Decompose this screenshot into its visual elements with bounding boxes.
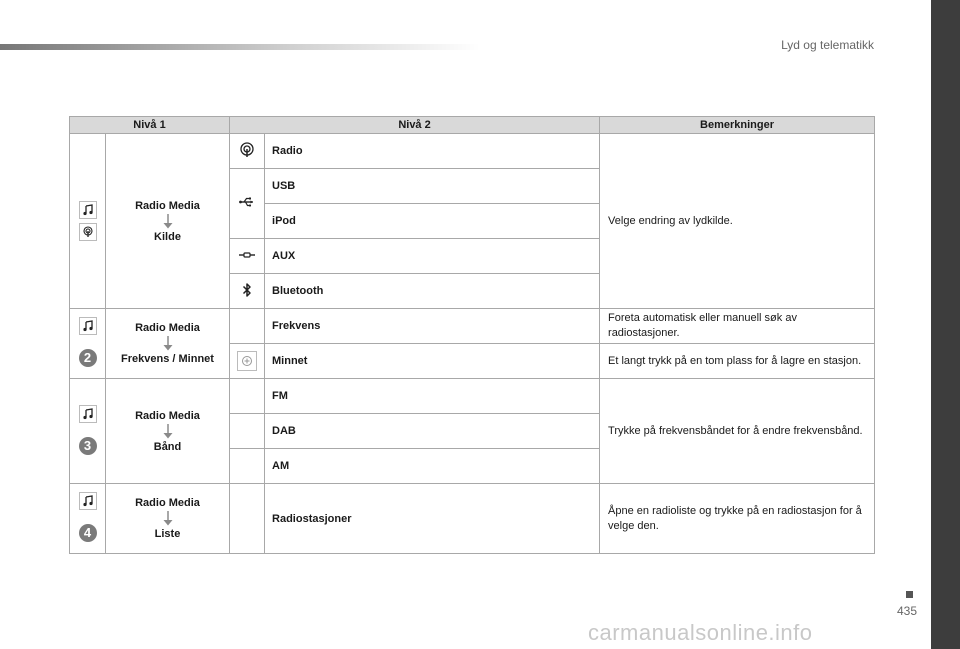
radio-icon	[238, 141, 256, 159]
music-note-icon	[79, 492, 97, 510]
level2-icon-cell	[230, 379, 265, 414]
level2-minnet: Minnet	[265, 344, 600, 379]
level2-icon-cell	[230, 344, 265, 379]
aux-icon	[238, 246, 256, 264]
remark-source: Velge endring av lydkilde.	[600, 134, 875, 309]
watermark: carmanualsonline.info	[588, 620, 813, 645]
arrow-down-icon	[162, 511, 174, 526]
music-note-icon	[79, 317, 97, 335]
level1-bottom-label: Frekvens / Minnet	[121, 353, 214, 365]
level1-list	[106, 484, 230, 554]
usb-icon	[238, 193, 256, 211]
level2-usb: USB	[265, 169, 600, 204]
music-note-icon	[79, 405, 97, 423]
level2-aux: AUX	[265, 239, 600, 274]
level1-source	[106, 134, 230, 309]
section-title: Lyd og telematikk	[781, 38, 874, 52]
level2-icon-cell	[230, 309, 265, 344]
page-marker	[906, 591, 913, 598]
level1-top-label: Radio Media	[135, 409, 200, 422]
step-badge: 4	[79, 524, 97, 542]
header-remarks: Bemerkninger	[600, 117, 875, 134]
level2-dab: DAB	[265, 414, 600, 449]
level2-ipod: iPod	[265, 204, 600, 239]
table-row	[70, 309, 875, 344]
table-row	[70, 484, 875, 554]
table-row	[70, 134, 875, 169]
level1-top-label: Radio Media	[135, 322, 200, 334]
arrow-down-icon	[162, 214, 174, 229]
table-header-row	[70, 117, 875, 134]
level2-radiostasjoner: Radiostasjoner	[265, 484, 600, 554]
memory-add-icon	[237, 351, 257, 371]
remark-frekvens: Foreta automatisk eller manuell søk av radiostasjoner.	[600, 309, 875, 344]
radio-icon	[79, 223, 97, 241]
step-badge: 3	[79, 437, 97, 455]
header-level2: Nivå 2	[230, 117, 600, 134]
level2-bluetooth: Bluetooth	[265, 274, 600, 309]
group-icons	[70, 134, 106, 309]
step-badge: 2	[79, 349, 97, 367]
side-tab	[931, 0, 960, 649]
remark-band: Trykke på frekvensbåndet for å endre frekvensbånd.	[600, 379, 875, 484]
level2-icon-cell	[230, 484, 265, 554]
arrow-down-icon	[162, 336, 174, 351]
arrow-down-icon	[162, 424, 174, 439]
remark-minnet: Et langt trykk på en tom plass for å lagre en stasjon.	[600, 344, 875, 379]
music-note-icon	[79, 201, 97, 219]
level1-bottom-label: Liste	[154, 528, 181, 540]
group-icons	[70, 309, 106, 379]
level2-icon-cell	[230, 274, 265, 309]
level2-icon-cell	[230, 449, 265, 484]
level2-icon-cell	[230, 134, 265, 169]
level2-am: AM	[265, 449, 600, 484]
level1-bottom-label: Kilde	[154, 230, 181, 243]
header-decor-bar	[0, 44, 480, 50]
level1-top-label: Radio Media	[135, 199, 200, 212]
group-icons	[70, 379, 106, 484]
level2-icon-cell	[230, 169, 265, 239]
level2-frekvens: Frekvens	[265, 309, 600, 344]
page-number: 435	[897, 604, 918, 618]
table-row	[70, 379, 875, 414]
level1-bottom-label: Bånd	[153, 440, 182, 453]
level2-fm: FM	[265, 379, 600, 414]
level2-icon-cell	[230, 239, 265, 274]
group-icons	[70, 484, 106, 554]
menu-table	[69, 116, 875, 554]
header-level1: Nivå 1	[70, 117, 230, 134]
level1-frequency	[106, 309, 230, 379]
level1-band	[106, 379, 230, 484]
level2-icon-cell	[230, 414, 265, 449]
level2-radio: Radio	[265, 134, 600, 169]
level1-top-label: Radio Media	[135, 497, 200, 509]
bluetooth-icon	[238, 281, 256, 299]
remark-list: Åpne en radioliste og trykke på en radiostasjon for å velge den.	[600, 484, 875, 554]
